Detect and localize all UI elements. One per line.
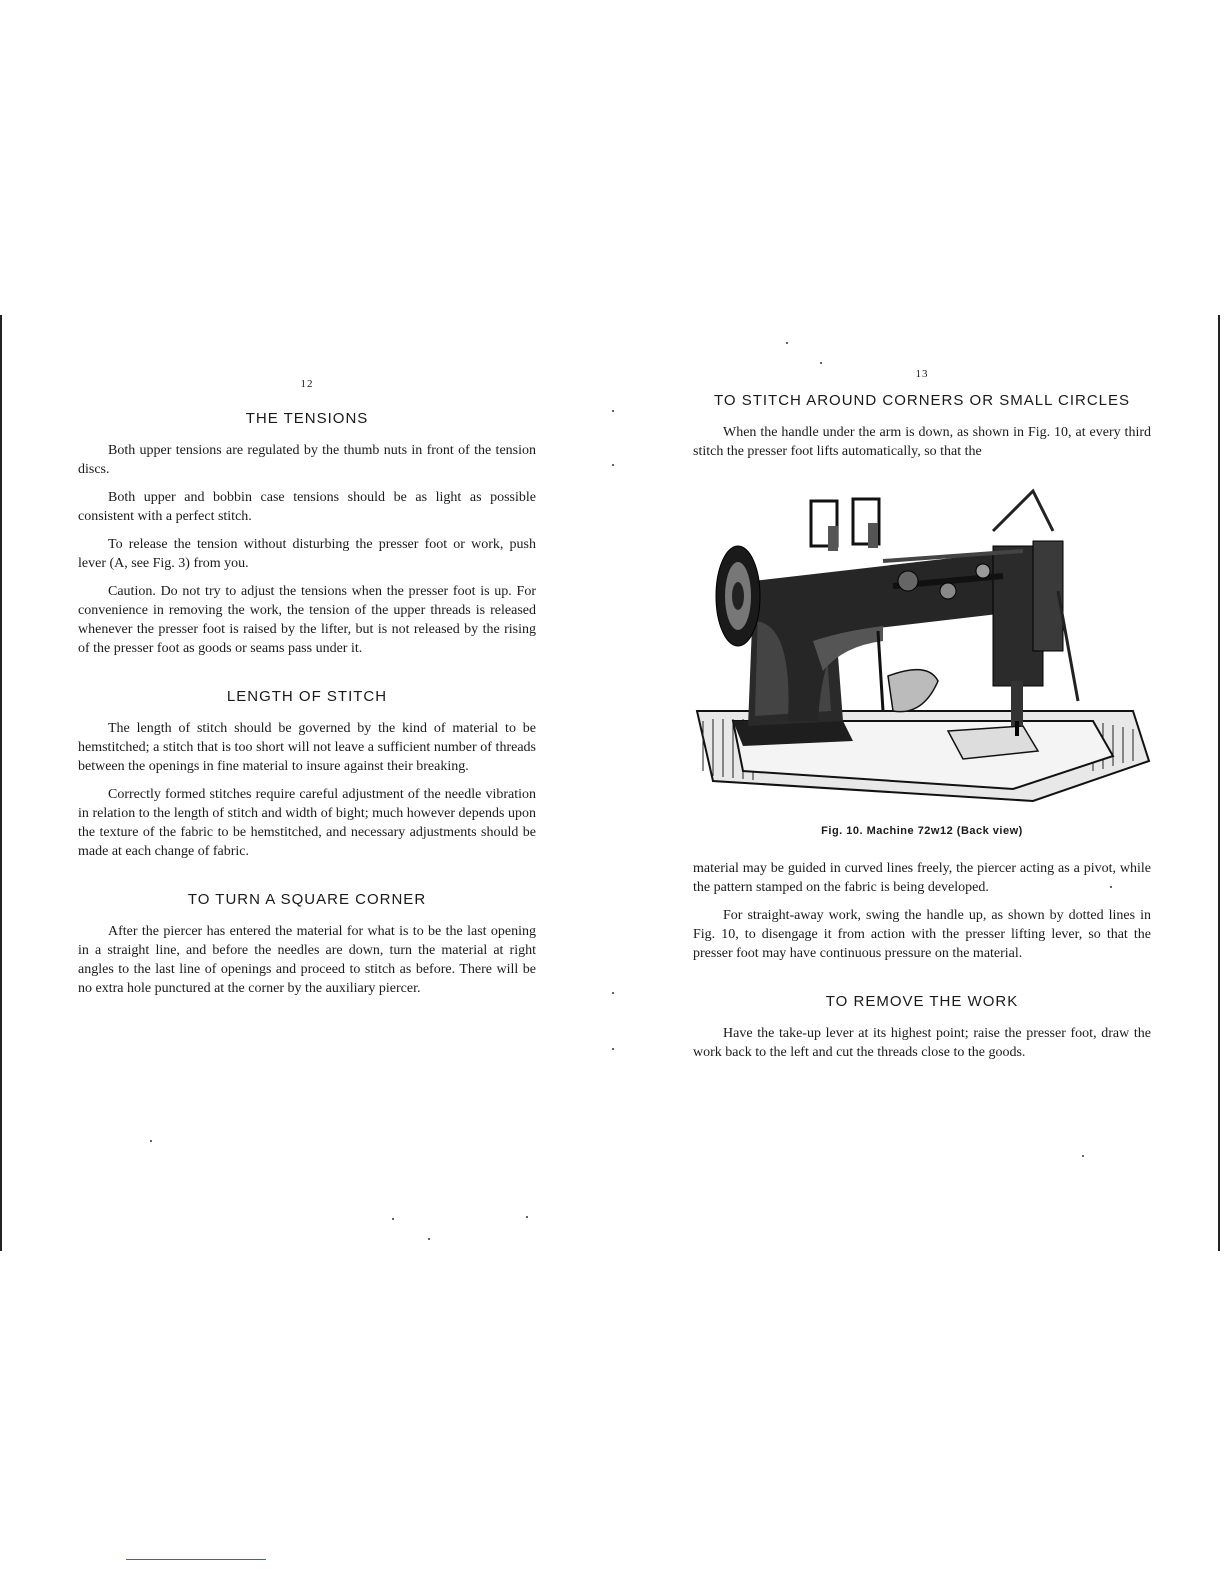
paragraph: For straight-away work, swing the handle up, as shown by dotted lines in Fig. 10, to disengage it from action with the presser lifting lever, so that the presser foot may have continuous pressure on the material. [693, 908, 1151, 961]
paragraph: After the piercer has entered the material for what is to be the last opening in a straight line, and before the needles are down, turn the material at right angles to the last line of openings and proceed to stitch as before. There will be no extra hole punctured at the corner by the auxiliary piercer. [78, 924, 536, 996]
scan-speck [1082, 1155, 1084, 1157]
scan-edge-right [1218, 315, 1220, 1251]
scan-speck [612, 410, 614, 412]
paragraph: Correctly formed stitches require careful adjustment of the needle vibration in relation to the length of stitch and width of bight; much however depends upon the texture of the fabric to be hemstitched, and necessary adjustments should be made at each change of fabric. [78, 787, 536, 859]
paragraph: Both upper tensions are regulated by the thumb nuts in front of the tension discs. [78, 443, 536, 477]
scan-speck [392, 1218, 394, 1220]
scan-speck [786, 342, 788, 344]
scan-speck [612, 1048, 614, 1050]
figure-caption: Fig. 10. Machine 72w12 (Back view) [821, 825, 1023, 837]
right-page [693, 368, 1151, 1071]
scan-speck [820, 362, 822, 364]
paragraph: Caution. Do not try to adjust the tensions when the presser foot is up. For convenience in removing the work, the tension of the upper threads is released whenever the presser foot is raised by the lifter, but is not released by the rising of the presser foot as goods or seams pass under it. [78, 584, 536, 656]
scan-edge-left [0, 315, 2, 1251]
scan-speck [428, 1238, 430, 1240]
section-heading: THE TENSIONS [245, 410, 369, 427]
page-number: 13 [915, 368, 929, 380]
paragraph: Have the take-up lever at its highest point; raise the presser foot, draw the work back to the left and cut the threads close to the goods. [693, 1026, 1151, 1060]
sewing-machine-illustration [693, 471, 1151, 821]
scan-speck [1110, 886, 1112, 888]
bottom-link-underline [126, 1559, 266, 1560]
paragraph: Both upper and bobbin case tensions should be as light as possible consistent with a perfect stitch. [78, 490, 536, 524]
scan-speck [612, 992, 614, 994]
section-heading: LENGTH OF STITCH [226, 688, 388, 705]
paragraph: material may be guided in curved lines freely, the piercer acting as a pivot, while the pattern stamped on the fabric is being developed. [693, 861, 1151, 895]
scan-speck [150, 1140, 152, 1142]
scan-speck [612, 464, 614, 466]
sewing-machine-figure [693, 471, 1151, 821]
section-heading: TO TURN A SQUARE CORNER [187, 891, 427, 908]
paragraph: To release the tension without disturbing the presser foot or work, push lever (A, see Fig. 3) from you. [78, 537, 536, 571]
page-number: 12 [300, 378, 314, 390]
left-page [78, 378, 536, 1007]
paragraph: The length of stitch should be governed by the kind of material to be hemstitched; a stitch that is too short will not leave a sufficient number of threads between the openings in fine material to insure against their breaking. [78, 721, 536, 774]
section-heading: TO STITCH AROUND CORNERS OR SMALL CIRCLES [713, 392, 1131, 409]
section-heading: TO REMOVE THE WORK [825, 993, 1019, 1010]
paragraph: When the handle under the arm is down, as shown in Fig. 10, at every third stitch the presser foot lifts automatically, so that the [693, 425, 1151, 459]
scan-speck [526, 1216, 528, 1218]
